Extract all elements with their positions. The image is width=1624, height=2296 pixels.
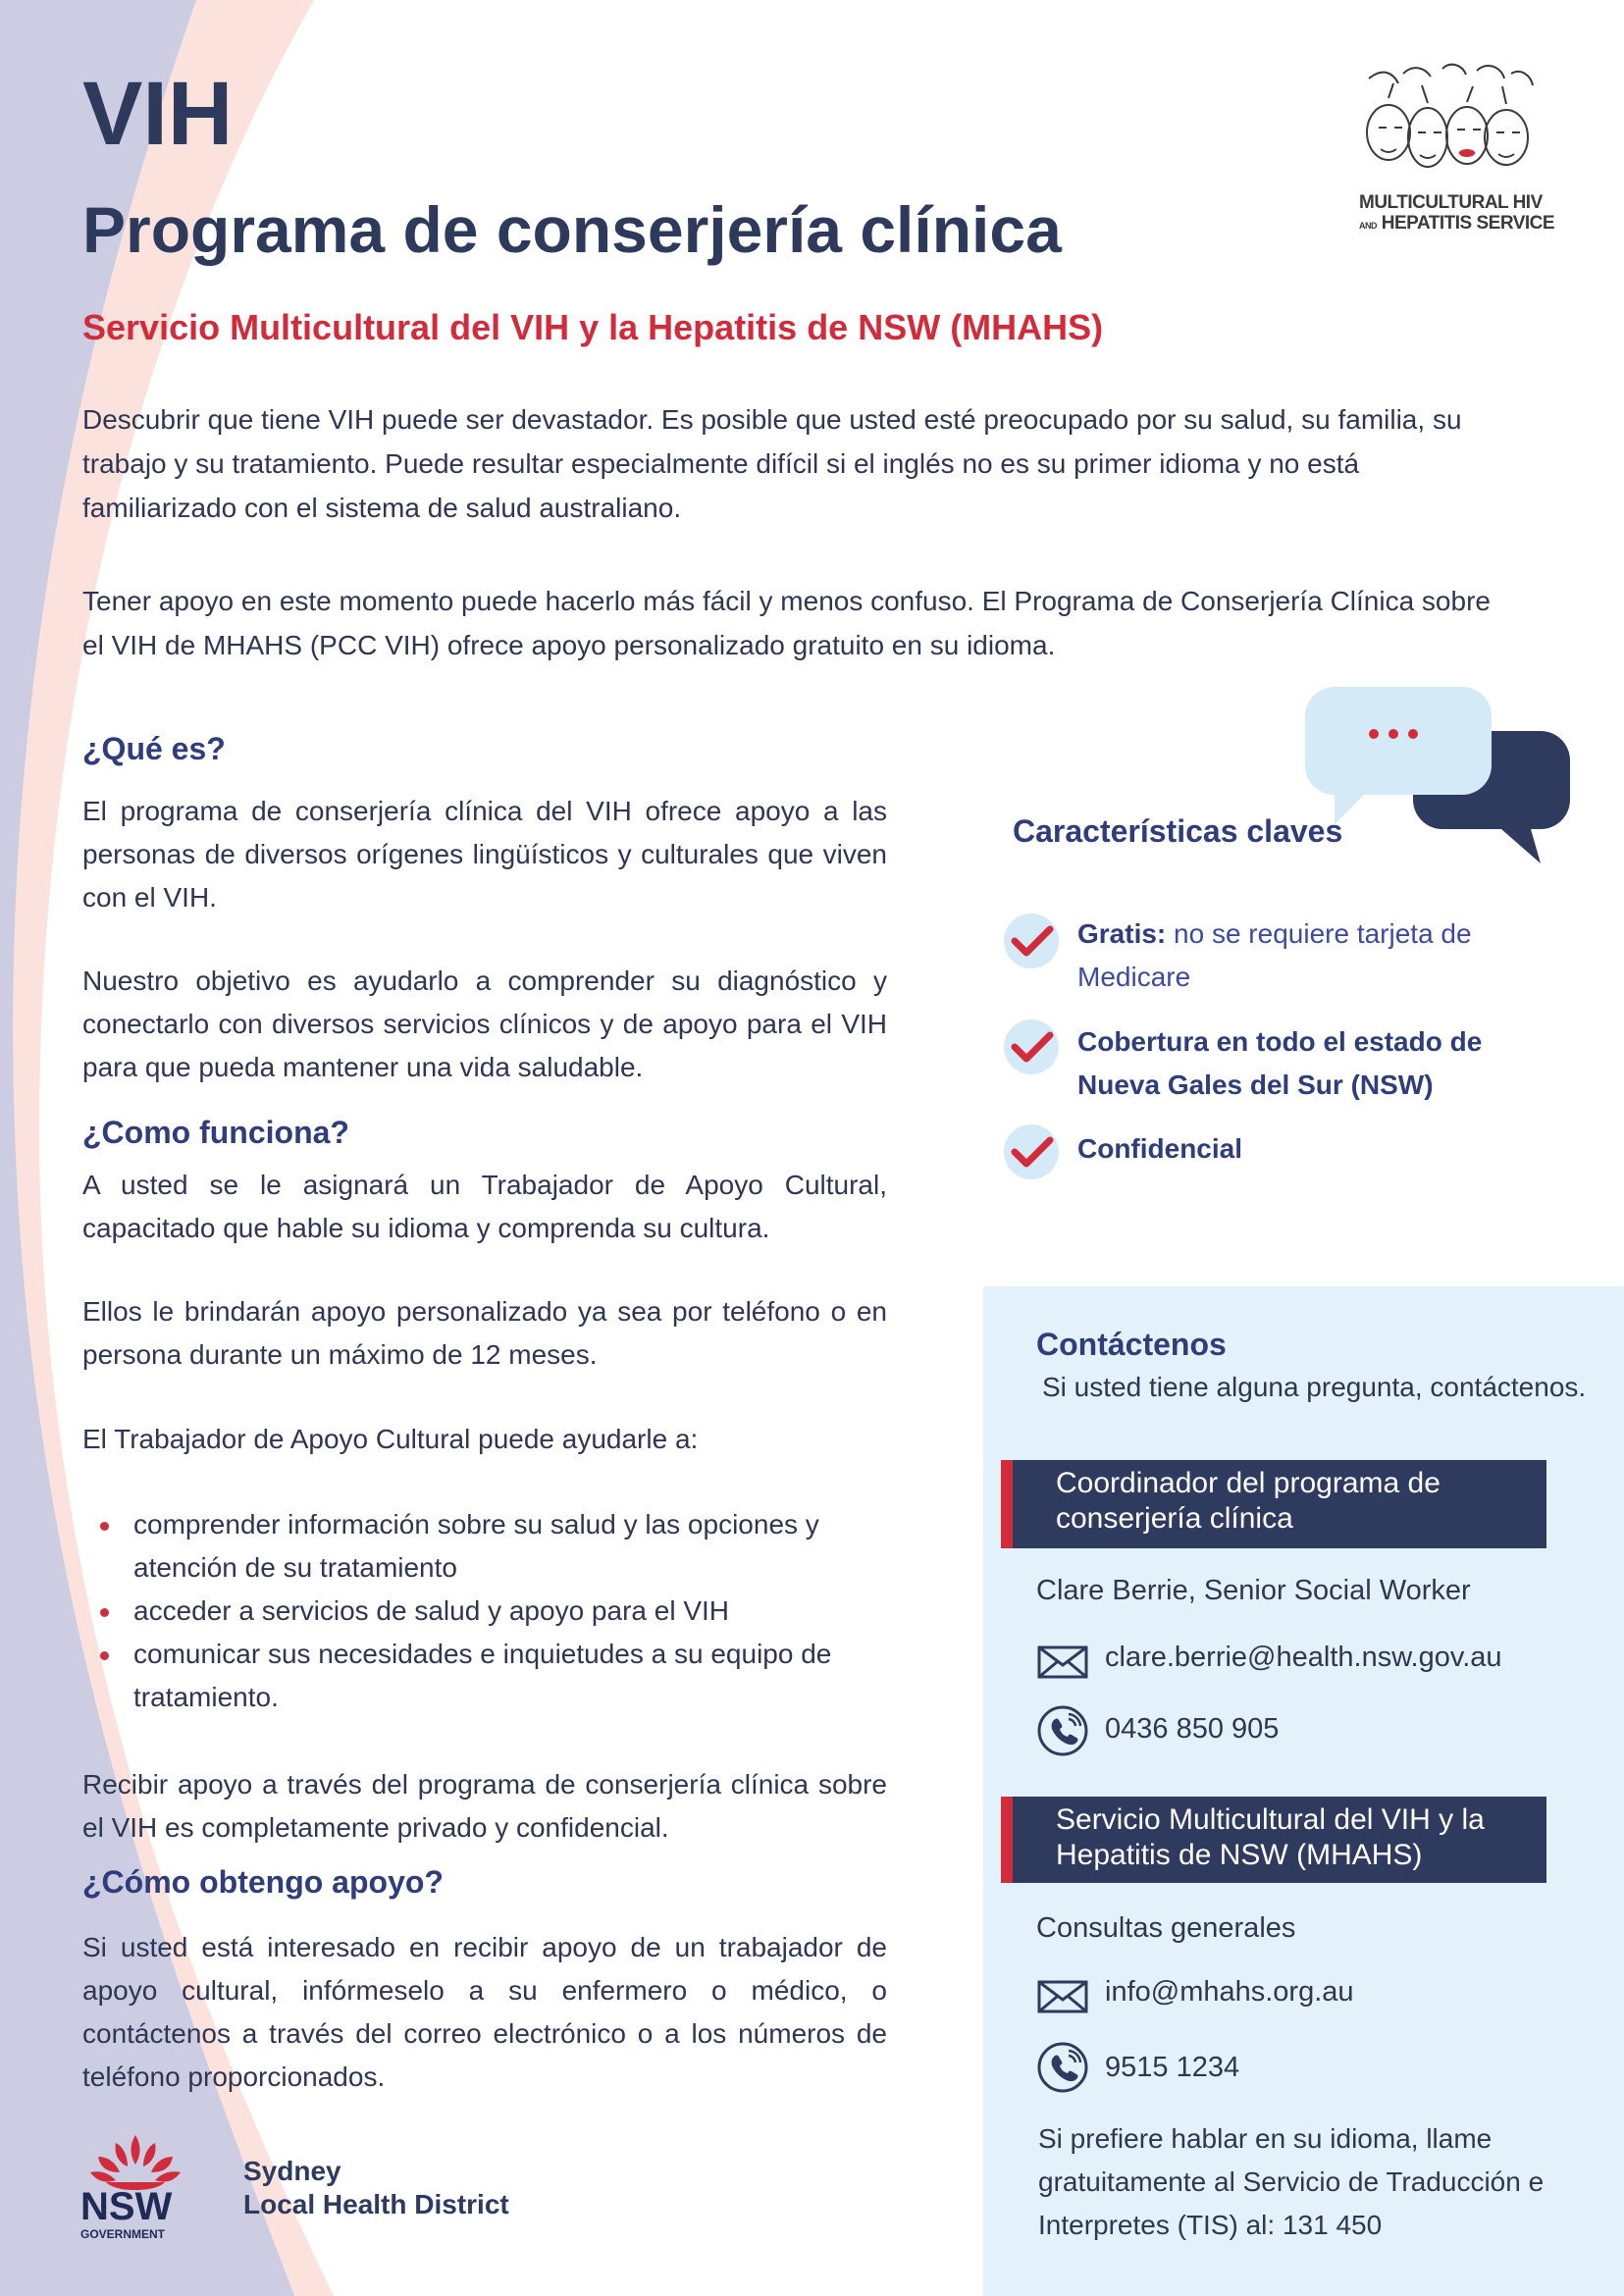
contact-intro: Si usted tiene alguna pregunta, contáctenos. — [1042, 1372, 1587, 1402]
check-icon — [1003, 1018, 1060, 1075]
intro-paragraph-2: Tener apoyo en este momento puede hacerlo más fácil y menos confuso. El Programa de Conserjería Clínica sobre el VIH de MHAHS (PCC VIH) ofrece apoyo personalizado gratuito en su idioma. — [82, 586, 1491, 660]
general-enquiries-label: Consultas generales — [1036, 1912, 1296, 1944]
nsw-logo-text: NSW — [80, 2185, 173, 2228]
list-item: comprender información sobre su salud y las opciones y atención de su tratamiento — [82, 1503, 897, 1590]
mhahs-logo-text: MULTICULTURAL HIV AND HEPATITIS SERVICE — [1359, 192, 1555, 234]
heading-how-it-works: ¿Como funciona? — [82, 1115, 349, 1150]
phone-icon — [1036, 2041, 1089, 2094]
what-is-paragraph-2: Nuestro objetivo es ayudarlo a comprender su diagnóstico y conectarlo con diversos servicios clínicos y de apoyo para el VIH para que pueda mantener una vida saludable. — [82, 965, 887, 1082]
email-icon — [1036, 1970, 1089, 2023]
coordinator-phone-link[interactable]: 0436 850 905 — [1105, 1713, 1280, 1745]
support-bullet-list — [82, 1503, 897, 1719]
page-title: VIH — [82, 64, 234, 164]
mhahs-banner: Servicio Multicultural del VIH y la Hepatitis de NSW (MHAHS) — [1001, 1797, 1546, 1883]
check-icon — [1003, 913, 1060, 969]
coordinator-name: Clare Berrie, Senior Social Worker — [1036, 1575, 1471, 1606]
get-support-paragraph: Si usted está interesado en recibir apoyo de un trabajador de apoyo cultural, infórmeselo a su enfermero o médico, o contáctenos a través del correo electrónico o a los números de teléfono proporcionados. — [82, 1932, 887, 2092]
page-subtitle: Programa de conserjería clínica — [82, 193, 1062, 266]
list-item: acceder a servicios de salud y apoyo para el VIH — [82, 1590, 897, 1633]
list-item: comunicar sus necesidades e inquietudes a su equipo de tratamiento. — [82, 1633, 897, 1719]
key-features-heading: Características claves — [1013, 813, 1343, 849]
how-paragraph-4: Recibir apoyo a través del programa de conserjería clínica sobre el VIH es completamente privado y confidencial. — [82, 1769, 887, 1843]
phone-icon — [1036, 1704, 1089, 1757]
what-is-paragraph-1: El programa de conserjería clínica del VIH ofrece apoyo a las personas de diversos orígenes lingüísticos y culturales que viven con el VIH. — [82, 796, 887, 913]
heading-what-is: ¿Qué es? — [82, 731, 226, 766]
coordinator-banner: Coordinador del programa de conserjería clínica — [1001, 1460, 1546, 1548]
email-icon — [1036, 1636, 1089, 1689]
interpreter-info: Si prefiere hablar en su idioma, llame gratuitamente al Servicio de Traducción e Interpretes (TIS) al: 131 450 — [1038, 2123, 1545, 2240]
how-paragraph-3: El Trabajador de Apoyo Cultural puede ayudarle a: — [82, 1424, 699, 1454]
how-paragraph-2: Ellos le brindarán apoyo personalizado ya sea por teléfono o en persona durante un máximo de 12 meses. — [82, 1296, 887, 1370]
intro-paragraph-1: Descubrir que tiene VIH puede ser devastador. Es posible que usted esté preocupado por su salud, su familia, su trabajo y su tratamiento. Puede resultar especialmente difícil si el inglés no es su primer idioma y no está familiarizado con el sistema de salud australiano. — [82, 404, 1462, 523]
coordinator-email-link[interactable]: clare.berrie@health.nsw.gov.au — [1105, 1642, 1502, 1673]
organization-name: Servicio Multicultural del VIH y la Hepatitis de NSW (MHAHS) — [82, 307, 1104, 347]
how-paragraph-1: A usted se le asignará un Trabajador de Apoyo Cultural, capacitado que hable su idioma y comprenda su cultura. — [82, 1170, 887, 1243]
sydney-lhd-logo-text: Sydney Local Health District — [243, 2156, 509, 2219]
service-phone-link[interactable]: 9515 1234 — [1105, 2052, 1240, 2083]
key-feature-coverage: Cobertura en todo el estado de Nueva Gales del Sur (NSW) — [1077, 1026, 1483, 1100]
check-icon — [1003, 1123, 1060, 1180]
nsw-government-text: GOVERNMENT — [80, 2227, 166, 2241]
service-email-link[interactable]: info@mhahs.org.au — [1105, 1976, 1354, 2008]
heading-get-support: ¿Cómo obtengo apoyo? — [82, 1864, 444, 1900]
key-feature-confidential: Confidencial — [1077, 1133, 1243, 1164]
contact-heading: Contáctenos — [1036, 1327, 1227, 1362]
key-feature-free: Gratis: no se requiere tarjeta de Medicare — [1077, 918, 1472, 992]
